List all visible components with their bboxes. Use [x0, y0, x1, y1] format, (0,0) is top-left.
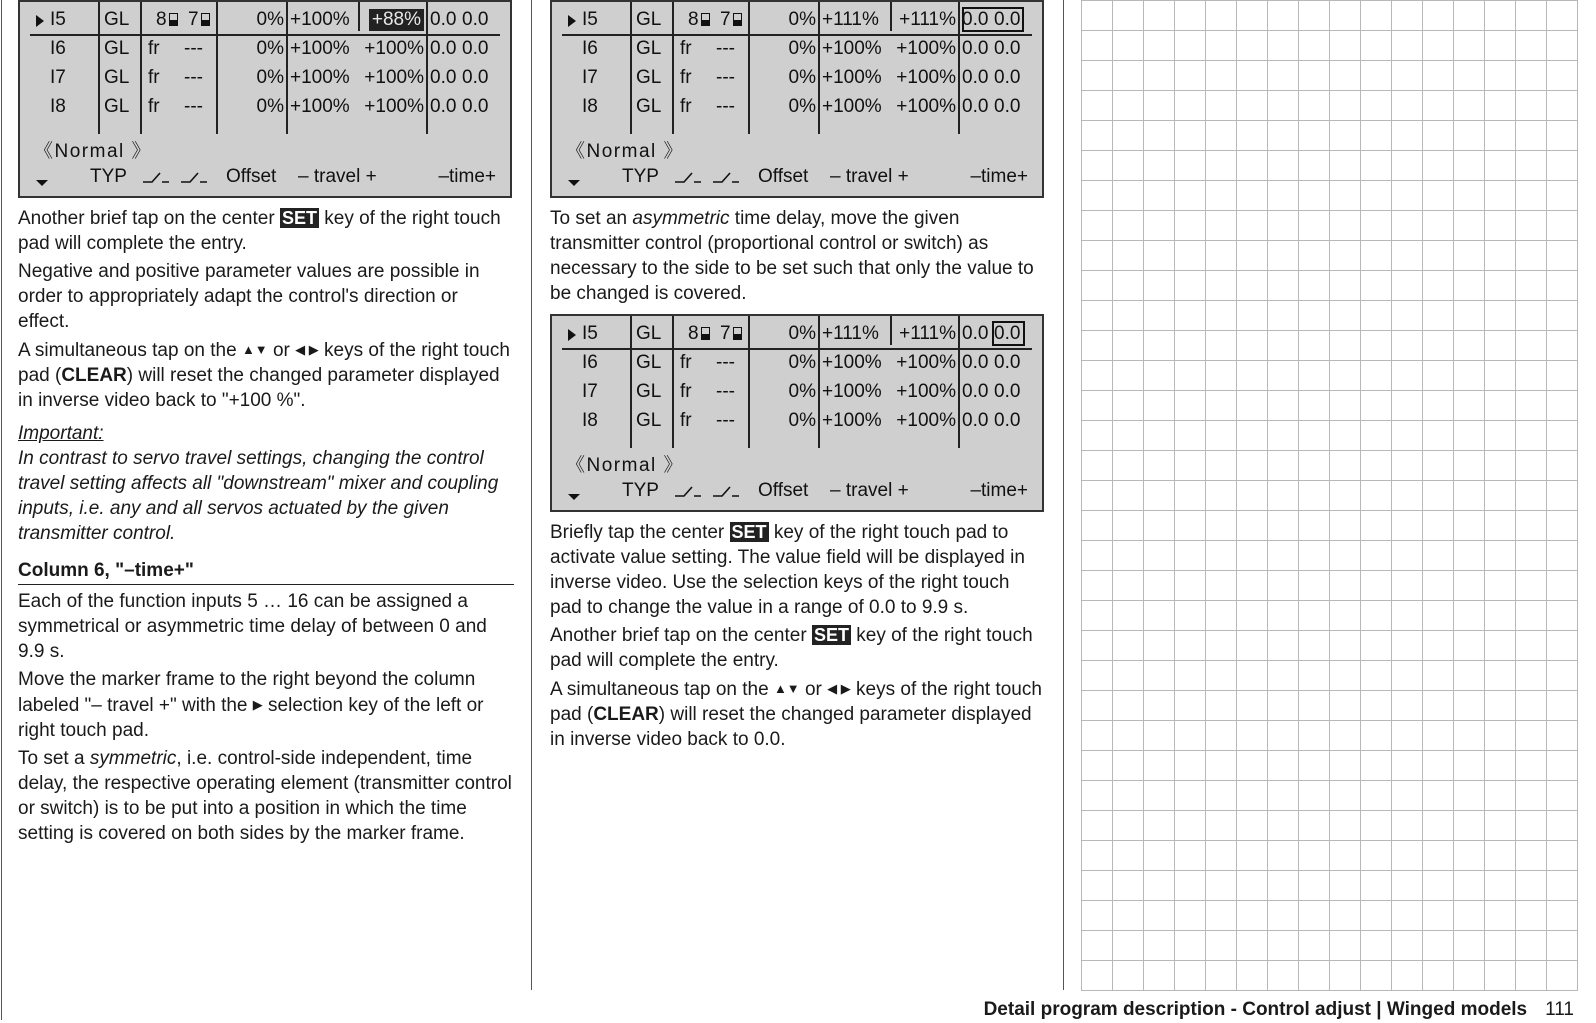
lcd-ctrl: fr [680, 410, 692, 431]
lcd-footer-typ: TYP [90, 166, 127, 187]
lcd-input: I5 [50, 9, 66, 30]
switch-icon [169, 13, 178, 26]
lcd-typ: GL [636, 96, 662, 117]
lcd-d2: 0.0 [994, 67, 1021, 88]
lcd-ctrl2: --- [716, 67, 735, 88]
lcd-t2: +111% [899, 9, 956, 30]
lcd-input: I6 [582, 38, 598, 59]
down-arrow-icon [36, 180, 48, 186]
lcd-input: I7 [582, 381, 598, 402]
left-right-arrows-icon: ◀ ▶ [295, 342, 319, 357]
up-down-arrows-icon: ▲▼ [773, 681, 800, 696]
lcd-t1: +100% [822, 381, 882, 402]
lcd-footer-typ: TYP [622, 166, 659, 187]
switch-icon [733, 327, 742, 340]
lcd-offset: 0% [788, 67, 816, 88]
lcd-input: I5 [582, 323, 598, 344]
lcd-row [552, 6, 1042, 35]
lcd-footer-travel: – travel + [830, 480, 909, 501]
lcd-footer-time: –time+ [970, 166, 1028, 187]
curve-icon [674, 484, 702, 498]
lcd-ctrl2: --- [716, 352, 735, 373]
lcd-t2: +88% [369, 9, 424, 31]
lcd-offset: 0% [788, 38, 816, 59]
column-left [18, 0, 514, 846]
lcd-d2: 0.0 [462, 9, 489, 30]
important-label: Important: [18, 423, 104, 444]
lcd-row [552, 407, 1042, 436]
lcd-ctrl: fr [680, 352, 692, 373]
curve-icon [674, 170, 702, 184]
lcd-t1: +100% [290, 38, 350, 59]
lcd-d1: 0.0 [962, 410, 989, 431]
curve-icon [712, 484, 740, 498]
lcd-typ: GL [104, 67, 130, 88]
switch-icon [701, 13, 710, 26]
lcd-offset: 0% [788, 410, 816, 431]
lcd-t2: +100% [896, 96, 956, 117]
lcd-ctrl2: --- [184, 96, 203, 117]
switch-icon [701, 327, 710, 340]
lcd-footer-time: –time+ [438, 166, 496, 187]
switch-icon [201, 13, 210, 26]
lcd-t2: +100% [896, 381, 956, 402]
set-key-label: SET [813, 625, 849, 645]
lcd-input: I8 [582, 96, 598, 117]
lcd-ctrl2: --- [716, 410, 735, 431]
set-key-label: SET [731, 522, 767, 542]
lcd-ctrl2: --- [184, 38, 203, 59]
lcd-ctrl2: --- [184, 67, 203, 88]
lcd-typ: GL [636, 9, 662, 30]
lcd-t1: +111% [822, 323, 879, 344]
lcd-ctrl2: --- [716, 381, 735, 402]
lcd-t1: +100% [822, 410, 882, 431]
lcd-offset: 0% [256, 96, 284, 117]
marker-arrow-icon [568, 329, 576, 341]
lcd-typ: GL [636, 352, 662, 373]
lcd-row [552, 93, 1042, 122]
lcd-ctrl2: 7 [720, 9, 742, 31]
lcd-d2: 0.0 [994, 410, 1021, 431]
curve-icon [180, 170, 208, 184]
lcd-footer-typ: TYP [622, 480, 659, 501]
paragraph: Move the marker frame to the right beyond the column labeled "– travel +" with the ▶ selection key of the left or right touch pad. [18, 669, 484, 741]
lcd-ctrl2: 7 [720, 323, 742, 345]
lcd-display [550, 314, 1044, 512]
paragraph: Another brief tap on the center SET key of the right touch pad will complete the entry. [550, 625, 1033, 671]
important-text: In contrast to servo travel settings, changing the control travel setting affects all "downstream" mixer and coupling inputs, i.e. any and all servos actuated by the given transmitter control. [18, 448, 499, 544]
lcd-row [20, 93, 510, 122]
lcd-offset: 0% [788, 96, 816, 117]
lcd-offset: 0% [788, 323, 816, 344]
left-border [1, 0, 2, 1020]
marker-frame [992, 321, 1025, 346]
lcd-ctrl: 8 [156, 9, 178, 31]
lcd-ctrl: fr [148, 67, 160, 88]
lcd-input: I6 [582, 352, 598, 373]
lcd-d1: 0.0 [962, 67, 989, 88]
switch-icon [733, 13, 742, 26]
lcd-mode-label: 《Normal 》 [34, 141, 153, 162]
paragraph: Another brief tap on the center SET key of the right touch pad will complete the entry. [18, 208, 501, 254]
lcd-d2: 0.0 [994, 352, 1021, 373]
section-heading: Column 6, "–time+" [18, 560, 514, 585]
lcd-t1: +100% [290, 67, 350, 88]
lcd-d2: 0.0 [994, 9, 1021, 30]
lcd-ctrl: 8 [688, 9, 710, 31]
lcd-t1: +100% [290, 96, 350, 117]
right-arrow-icon: ▶ [252, 697, 263, 712]
marker-arrow-icon [36, 15, 44, 27]
lcd-ctrl2: 7 [188, 9, 210, 31]
lcd-ctrl2: --- [716, 96, 735, 117]
lcd-t2: +100% [896, 410, 956, 431]
paragraph: A simultaneous tap on the ▲▼ or ◀ ▶ keys of the right touch pad (CLEAR) will reset the changed parameter displayed in inverse video back to "+100 %". [18, 340, 510, 411]
lcd-t2: +111% [899, 323, 956, 344]
paragraph: Negative and positive parameter values are possible in order to appropriately adapt the control's direction or effect. [18, 261, 480, 332]
lcd-typ: GL [636, 67, 662, 88]
lcd-footer-time: –time+ [970, 480, 1028, 501]
lcd-t1: +100% [290, 9, 350, 30]
lcd-d1: 0.0 [430, 67, 457, 88]
lcd-typ: GL [104, 96, 130, 117]
lcd-offset: 0% [788, 352, 816, 373]
lcd-d2: 0.0 [462, 67, 489, 88]
lcd-d2: 0.0 [994, 96, 1021, 117]
lcd-row [20, 6, 510, 35]
lcd-t1: +111% [822, 9, 879, 30]
lcd-input: I7 [582, 67, 598, 88]
lcd-d1: 0.0 [962, 9, 989, 30]
paragraph: Briefly tap the center SET key of the right touch pad to activate value setting. The value field will be displayed in inverse video. Use the selection keys of the right touch pad to change the value in a range of 0.0 to 9.9 s. [550, 522, 1025, 618]
notes-grid [1081, 0, 1578, 991]
paragraph: To set an asymmetric time delay, move the given transmitter control (proportional control or switch) as necessary to the side to be set such that only the value to be changed is covered. [550, 208, 1034, 304]
lcd-ctrl: fr [148, 38, 160, 59]
lcd-ctrl: fr [680, 381, 692, 402]
column-divider [531, 0, 532, 990]
curve-icon [712, 170, 740, 184]
lcd-t2: +100% [364, 67, 424, 88]
up-down-arrows-icon: ▲▼ [241, 342, 268, 357]
lcd-typ: GL [636, 38, 662, 59]
left-right-arrows-icon: ◀ ▶ [827, 681, 851, 696]
lcd-row [552, 35, 1042, 64]
lcd-d2: 0.0 [994, 381, 1021, 402]
lcd-t1: +100% [822, 96, 882, 117]
lcd-ctrl: fr [680, 67, 692, 88]
lcd-mode-label: 《Normal 》 [566, 455, 685, 476]
paragraph: Each of the function inputs 5 … 16 can be assigned a symmetrical or asymmetric time delay of between 0 and 9.9 s. [18, 591, 487, 662]
lcd-t2: +100% [896, 38, 956, 59]
lcd-t2: +100% [896, 352, 956, 373]
lcd-d2: 0.0 [462, 96, 489, 117]
lcd-row [552, 64, 1042, 93]
lcd-offset: 0% [256, 67, 284, 88]
down-arrow-icon [568, 180, 580, 186]
lcd-d2: 0.0 [994, 323, 1021, 344]
lcd-d1: 0.0 [962, 96, 989, 117]
lcd-display [18, 0, 512, 198]
column-middle [550, 0, 1046, 752]
lcd-d1: 0.0 [430, 38, 457, 59]
lcd-mode-label: 《Normal 》 [566, 141, 685, 162]
lcd-t2: +100% [364, 96, 424, 117]
lcd-offset: 0% [788, 9, 816, 30]
marker-arrow-icon [568, 15, 576, 27]
lcd-row [552, 320, 1042, 349]
column-divider [1063, 0, 1064, 990]
lcd-footer-offset: Offset [226, 166, 277, 187]
lcd-input: I5 [582, 9, 598, 30]
lcd-input: I7 [50, 67, 66, 88]
lcd-input: I8 [50, 96, 66, 117]
lcd-d1: 0.0 [962, 381, 989, 402]
lcd-footer-offset: Offset [758, 480, 809, 501]
lcd-typ: GL [636, 381, 662, 402]
lcd-offset: 0% [788, 381, 816, 402]
paragraph: To set a symmetric, i.e. control-side independent, time delay, the respective operating element (transmitter control or switch) is to be put into a position in which the time setting is covered on both sides by the marker frame. [18, 748, 512, 844]
lcd-ctrl2: --- [716, 38, 735, 59]
lcd-input: I6 [50, 38, 66, 59]
lcd-d1: 0.0 [430, 9, 457, 30]
down-arrow-icon [568, 494, 580, 500]
lcd-d2: 0.0 [994, 38, 1021, 59]
lcd-input: I8 [582, 410, 598, 431]
lcd-row [20, 35, 510, 64]
lcd-d1: 0.0 [962, 352, 989, 373]
set-key-label: SET [281, 208, 317, 228]
lcd-display [550, 0, 1044, 198]
lcd-ctrl: 8 [688, 323, 710, 345]
lcd-t1: +100% [822, 38, 882, 59]
paragraph: A simultaneous tap on the ▲▼ or ◀ ▶ keys of the right touch pad (CLEAR) will reset the changed parameter displayed in inverse video back to 0.0. [550, 679, 1042, 750]
lcd-footer-travel: – travel + [298, 166, 377, 187]
lcd-d1: 0.0 [430, 96, 457, 117]
page-footer [984, 999, 1574, 1021]
lcd-offset: 0% [256, 38, 284, 59]
lcd-offset: 0% [256, 9, 284, 30]
lcd-t1: +100% [822, 67, 882, 88]
lcd-row [552, 349, 1042, 378]
footer-title: Detail program description - Control adjust | Winged models [983, 999, 1528, 1020]
lcd-d2: 0.0 [462, 38, 489, 59]
lcd-typ: GL [636, 323, 662, 344]
lcd-ctrl: fr [680, 96, 692, 117]
lcd-row [552, 378, 1042, 407]
lcd-t2: +100% [896, 67, 956, 88]
lcd-ctrl: fr [680, 38, 692, 59]
lcd-row [20, 64, 510, 93]
lcd-ctrl: fr [148, 96, 160, 117]
marker-frame [962, 7, 1024, 32]
page-number: 111 [1545, 999, 1574, 1020]
lcd-t2: +100% [364, 38, 424, 59]
lcd-d1: 0.0 [962, 323, 989, 344]
lcd-typ: GL [636, 410, 662, 431]
lcd-typ: GL [104, 9, 130, 30]
lcd-d1: 0.0 [962, 38, 989, 59]
lcd-footer-offset: Offset [758, 166, 809, 187]
lcd-t1: +100% [822, 352, 882, 373]
lcd-typ: GL [104, 38, 130, 59]
curve-icon [142, 170, 170, 184]
lcd-footer-travel: – travel + [830, 166, 909, 187]
